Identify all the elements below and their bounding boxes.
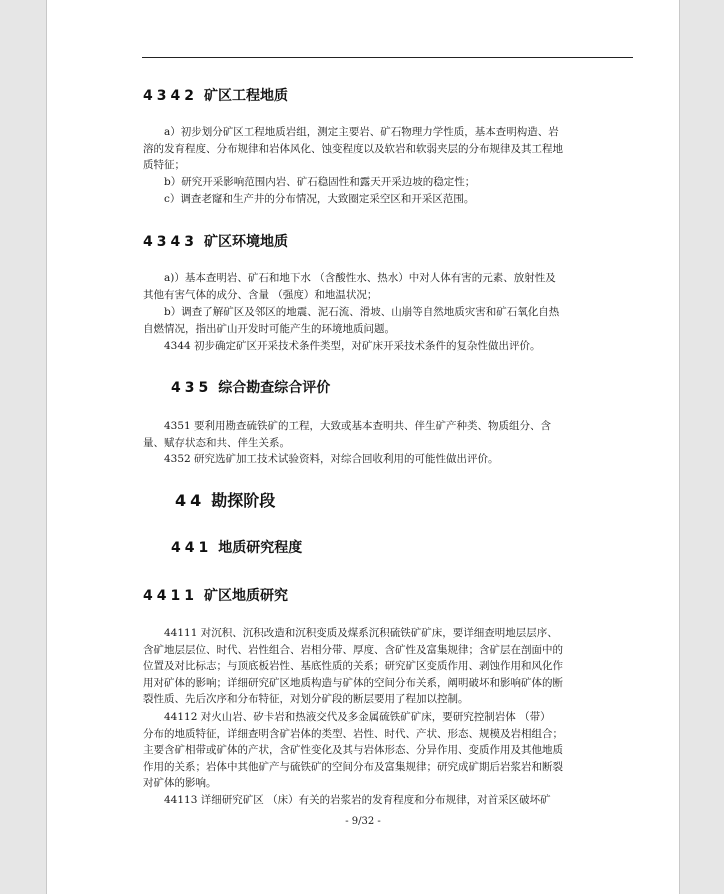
header-rule bbox=[142, 57, 633, 58]
heading-4343: 4343 矿区环境地质 bbox=[143, 234, 288, 250]
paragraph-44111: 44111 对沉积、沉积改造和沉积变质及煤系沉积硫铁矿矿床，要详细查明地层层序、 含矿地层层位、时代、岩性组合、岩相分带、厚度、含矿性及富集规律；含矿层在剖面中的 位置及对比标志；与顶底板岩性、基底性质的关系；研究矿区变质作用、剥蚀作用和风化作 用对矿体的影响；详细研究矿区地质构造与矿体的空间分布关系，阐明破坏和影响矿体的断 裂性质、先后次序和分布特征，对划分矿段的断层要用了程加以控制。 bbox=[143, 627, 563, 705]
paragraph-4351: 4351 要利用勘查硫铁矿的工程，大致或基本查明共、伴生矿产种类、物质组分、含 量、赋存状态和共、伴生关系。 bbox=[143, 420, 552, 449]
paragraph-4343-a: a)）基本查明岩、矿石和地下水 （含酸性水、热水）中对人体有害的元素、放射性及 其他有害气体的成分、含量 （强度）和地温状况； bbox=[143, 272, 556, 301]
paragraph-4344: 4344 初步确定矿区开采技术条件类型，对矿床开采技术条件的复杂性做出评价。 bbox=[164, 340, 541, 352]
paragraph-4342-b: b）研究开采影响范围内岩、矿石稳固性和露天开采边坡的稳定性； bbox=[164, 176, 476, 188]
document-page bbox=[46, 0, 680, 894]
paragraph-4342-c: c）调查老窿和生产井的分布情况，大致圈定采空区和开采区范围。 bbox=[164, 193, 475, 205]
heading-44: 44 勘探阶段 bbox=[175, 491, 276, 510]
page-number: - 9/32 - bbox=[345, 816, 381, 827]
heading-4411: 4411 矿区地质研究 bbox=[143, 588, 288, 604]
paragraph-44112: 44112 对火山岩、矽卡岩和热液交代及多金属硫铁矿矿床，要研究控制岩体 （带） 分布的地质特征，详细查明含矿岩体的类型、岩性、时代、产状、形态、规模及岩相组合； 主要含矿相带或矿体的产状，含矿性变化及其与岩体形态、分异作用、变质作用及其他地质 作用的关系；岩体中其他矿产与硫铁矿的空间分布及富集规律；研究成矿期后岩浆岩和断裂 对矿体的影响。 bbox=[143, 711, 563, 789]
heading-4342: 4342 矿区工程地质 bbox=[143, 88, 288, 104]
heading-435: 435 综合勘查综合评价 bbox=[171, 380, 331, 396]
heading-441: 441 地质研究程度 bbox=[171, 540, 303, 556]
paragraph-44113: 44113 详细研究矿区 （床）有关的岩浆岩的发育程度和分布规律，对首采区破坏矿 bbox=[164, 794, 551, 806]
paragraph-4342-a: a）初步划分矿区工程地质岩组，测定主要岩、矿石物理力学性质，基本查明构造、岩 溶的发育程度、分布规律和岩体风化、蚀变程度以及软岩和软弱夹层的分布规律及其工程地 质特征； bbox=[143, 126, 563, 171]
paragraph-4343-b: b）调查了解矿区及邻区的地震、泥石流、滑坡、山崩等自然地质灾害和矿石氧化自热 自燃情况，指出矿山开发时可能产生的环境地质问题。 bbox=[143, 306, 560, 335]
paragraph-4352: 4352 研究选矿加工技术试验资料，对综合回收利用的可能性做出评价。 bbox=[164, 453, 499, 465]
